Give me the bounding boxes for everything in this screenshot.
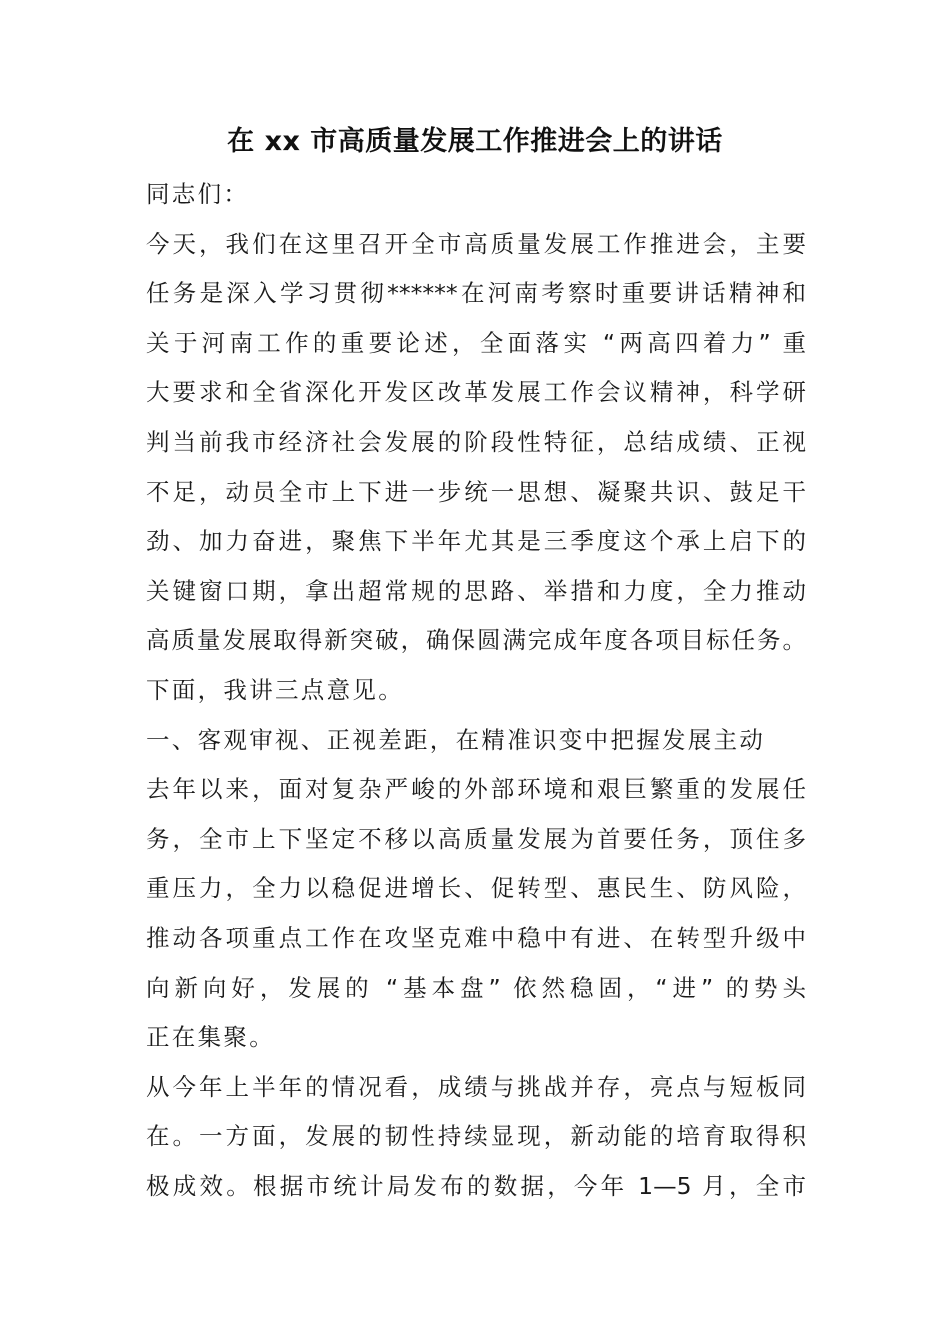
paragraph-line: 高质量发展取得新突破，确保圆满完成年度各项目标任务。 xyxy=(146,626,806,655)
paragraph-line: 推动各项重点工作在攻坚克难中稳中有进、在转型升级中 xyxy=(146,923,806,952)
paragraph-line: 正在集聚。 xyxy=(146,1023,275,1052)
paragraph-line: 务，全市上下坚定不移以高质量发展为首要任务，顶住多 xyxy=(146,824,806,853)
paragraph-line: 关键窗口期，拿出超常规的思路、举措和力度，全力推动 xyxy=(146,576,806,605)
paragraph-line: 关于河南工作的重要论述，全面落实 “两高四着力” 重 xyxy=(146,328,806,357)
paragraph-line: 下面，我讲三点意见。 xyxy=(146,675,404,704)
paragraph-line: 大要求和全省深化开发区改革发展工作会议精神，科学研 xyxy=(146,378,806,407)
document-body xyxy=(146,170,806,1211)
paragraph-line: 劲、加力奋进，聚焦下半年尤其是三季度这个承上启下的 xyxy=(146,527,806,556)
paragraph-line: 在。一方面，发展的韧性持续显现，新动能的培育取得积 xyxy=(146,1122,806,1151)
paragraph-line: 今天，我们在这里召开全市高质量发展工作推进会，主要 xyxy=(146,229,806,258)
salutation-line: 同志们： xyxy=(146,180,250,208)
paragraph-line: 不足，动员全市上下进一步统一思想、凝聚共识、鼓足干 xyxy=(146,477,806,506)
paragraph-line: 判当前我市经济社会发展的阶段性特征，总结成绩、正视 xyxy=(146,427,806,456)
paragraph-line: 从今年上半年的情况看，成绩与挑战并存，亮点与短板同 xyxy=(146,1072,806,1101)
paragraph-line: 向新向好，发展的 “基本盘” 依然稳固，“进” 的势头 xyxy=(146,973,806,1002)
paragraph-line: 去年以来，面对复杂严峻的外部环境和艰巨繁重的发展任 xyxy=(146,775,806,804)
section-heading: 一、客观审视、正视差距，在精准识变中把握发展主动 xyxy=(146,725,766,754)
paragraph-line: 任务是深入学习贯彻******在河南考察时重要讲话精神和 xyxy=(146,279,806,308)
paragraph-line: 重压力，全力以稳促进增长、促转型、惠民生、防风险， xyxy=(146,874,806,903)
document-title: 在 xx 市高质量发展工作推进会上的讲话 xyxy=(227,126,723,157)
paragraph-line: 极成效。根据市统计局发布的数据，今年 1—5 月，全市 xyxy=(146,1171,806,1200)
